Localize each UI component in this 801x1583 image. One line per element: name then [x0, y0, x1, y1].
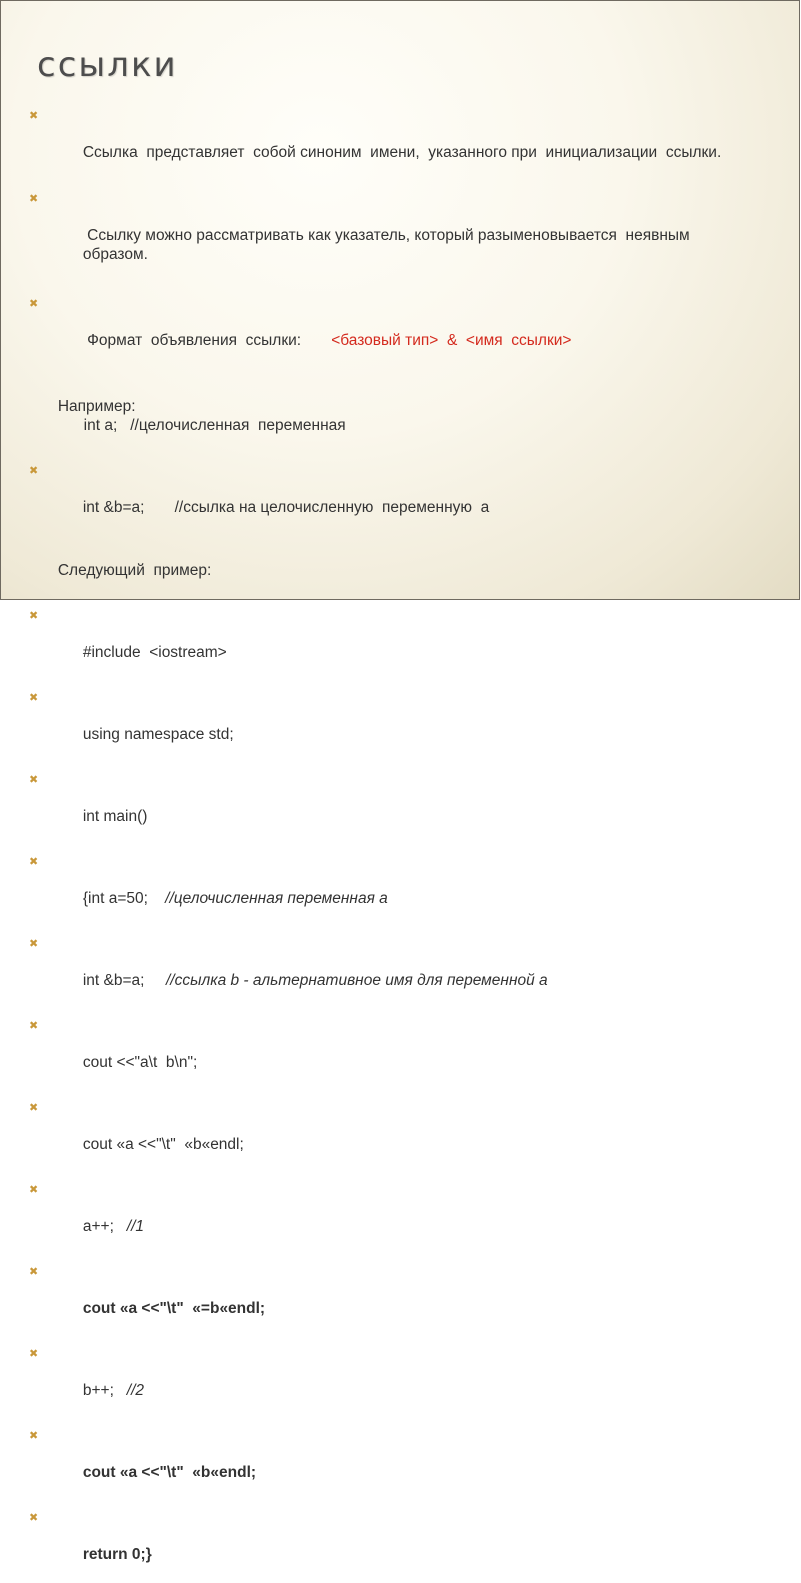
slide-title: ссылки: [37, 45, 178, 85]
bullet-x-icon: ✖: [29, 938, 39, 950]
code-comment: //2: [126, 1382, 145, 1399]
bullet-line-2: ✖ Ссылку можно рассматривать как указатель, который разыменовывается неявным образом.: [1, 188, 801, 283]
bullet-x-icon: ✖: [29, 610, 39, 622]
code-comment: //1: [126, 1218, 145, 1235]
code-line-cout-header: ✖ cout <<"a\t b\n";: [1, 1015, 801, 1091]
bullet-x-icon: ✖: [29, 110, 39, 122]
bullet-x-icon: ✖: [29, 1184, 39, 1196]
plain-line-next-example: Следующий пример:: [57, 562, 212, 579]
bullet-x-icon: ✖: [29, 1020, 39, 1032]
bullet-x-icon: ✖: [29, 1512, 39, 1524]
code-line-return: ✖ return 0;}: [1, 1507, 801, 1583]
bullet-x-icon: ✖: [29, 1102, 39, 1114]
code-comment: //ссылка b - альтернативное имя для переменной a: [166, 972, 548, 989]
code-line-main: ✖ int main(): [1, 769, 801, 845]
code-line-cout-3: ✖ cout «a <<"\t" «b«endl;: [1, 1425, 801, 1501]
bullet-line-5: ✖ int &b=a; //ссылка на целочисленную переменную a: [1, 460, 801, 536]
slide-body: [1, 105, 801, 1583]
code-line-ref-b: ✖ int &b=a; //ссылка b - альтернативное имя для переменной a: [1, 933, 801, 1009]
bullet-x-icon: ✖: [29, 774, 39, 786]
bullet-x-icon: ✖: [29, 298, 39, 310]
code-line-increment-b: ✖ b++; //2: [1, 1343, 801, 1419]
code-line-int-a: ✖ {int a=50; //целочисленная переменная a: [1, 851, 801, 927]
code-line-cout-1: ✖ cout «a <<"\t" «b«endl;: [1, 1097, 801, 1173]
code-line-cout-2: ✖ cout «a <<"\t" «=b«endl;: [1, 1261, 801, 1337]
bullet-line-1: ✖ Ссылка представляет собой синоним имени, указанного при инициализации ссылки.: [1, 105, 801, 181]
bullet-x-icon: ✖: [29, 193, 39, 205]
bullet-line-3: ✖ Формат объявления ссылки: <базовый тип> & <имя ссылки>: [1, 293, 801, 369]
bullet-x-icon: ✖: [29, 465, 39, 477]
bullet-x-icon: ✖: [29, 1348, 39, 1360]
code-line-increment-a: ✖ a++; //1: [1, 1179, 801, 1255]
bullet-x-icon: ✖: [29, 1266, 39, 1278]
syntax-accent: <базовый тип> & <имя ссылки>: [331, 332, 572, 349]
code-comment: //целочисленная переменная a: [165, 890, 388, 907]
code-line-namespace: ✖ using namespace std;: [1, 687, 801, 763]
bullet-x-icon: ✖: [29, 856, 39, 868]
plain-line-example: Например: int a; //целочисленная переменная: [57, 398, 346, 434]
bullet-x-icon: ✖: [29, 692, 39, 704]
bullet-x-icon: ✖: [29, 1430, 39, 1442]
code-line-include: ✖ #include <iostream>: [1, 605, 801, 681]
